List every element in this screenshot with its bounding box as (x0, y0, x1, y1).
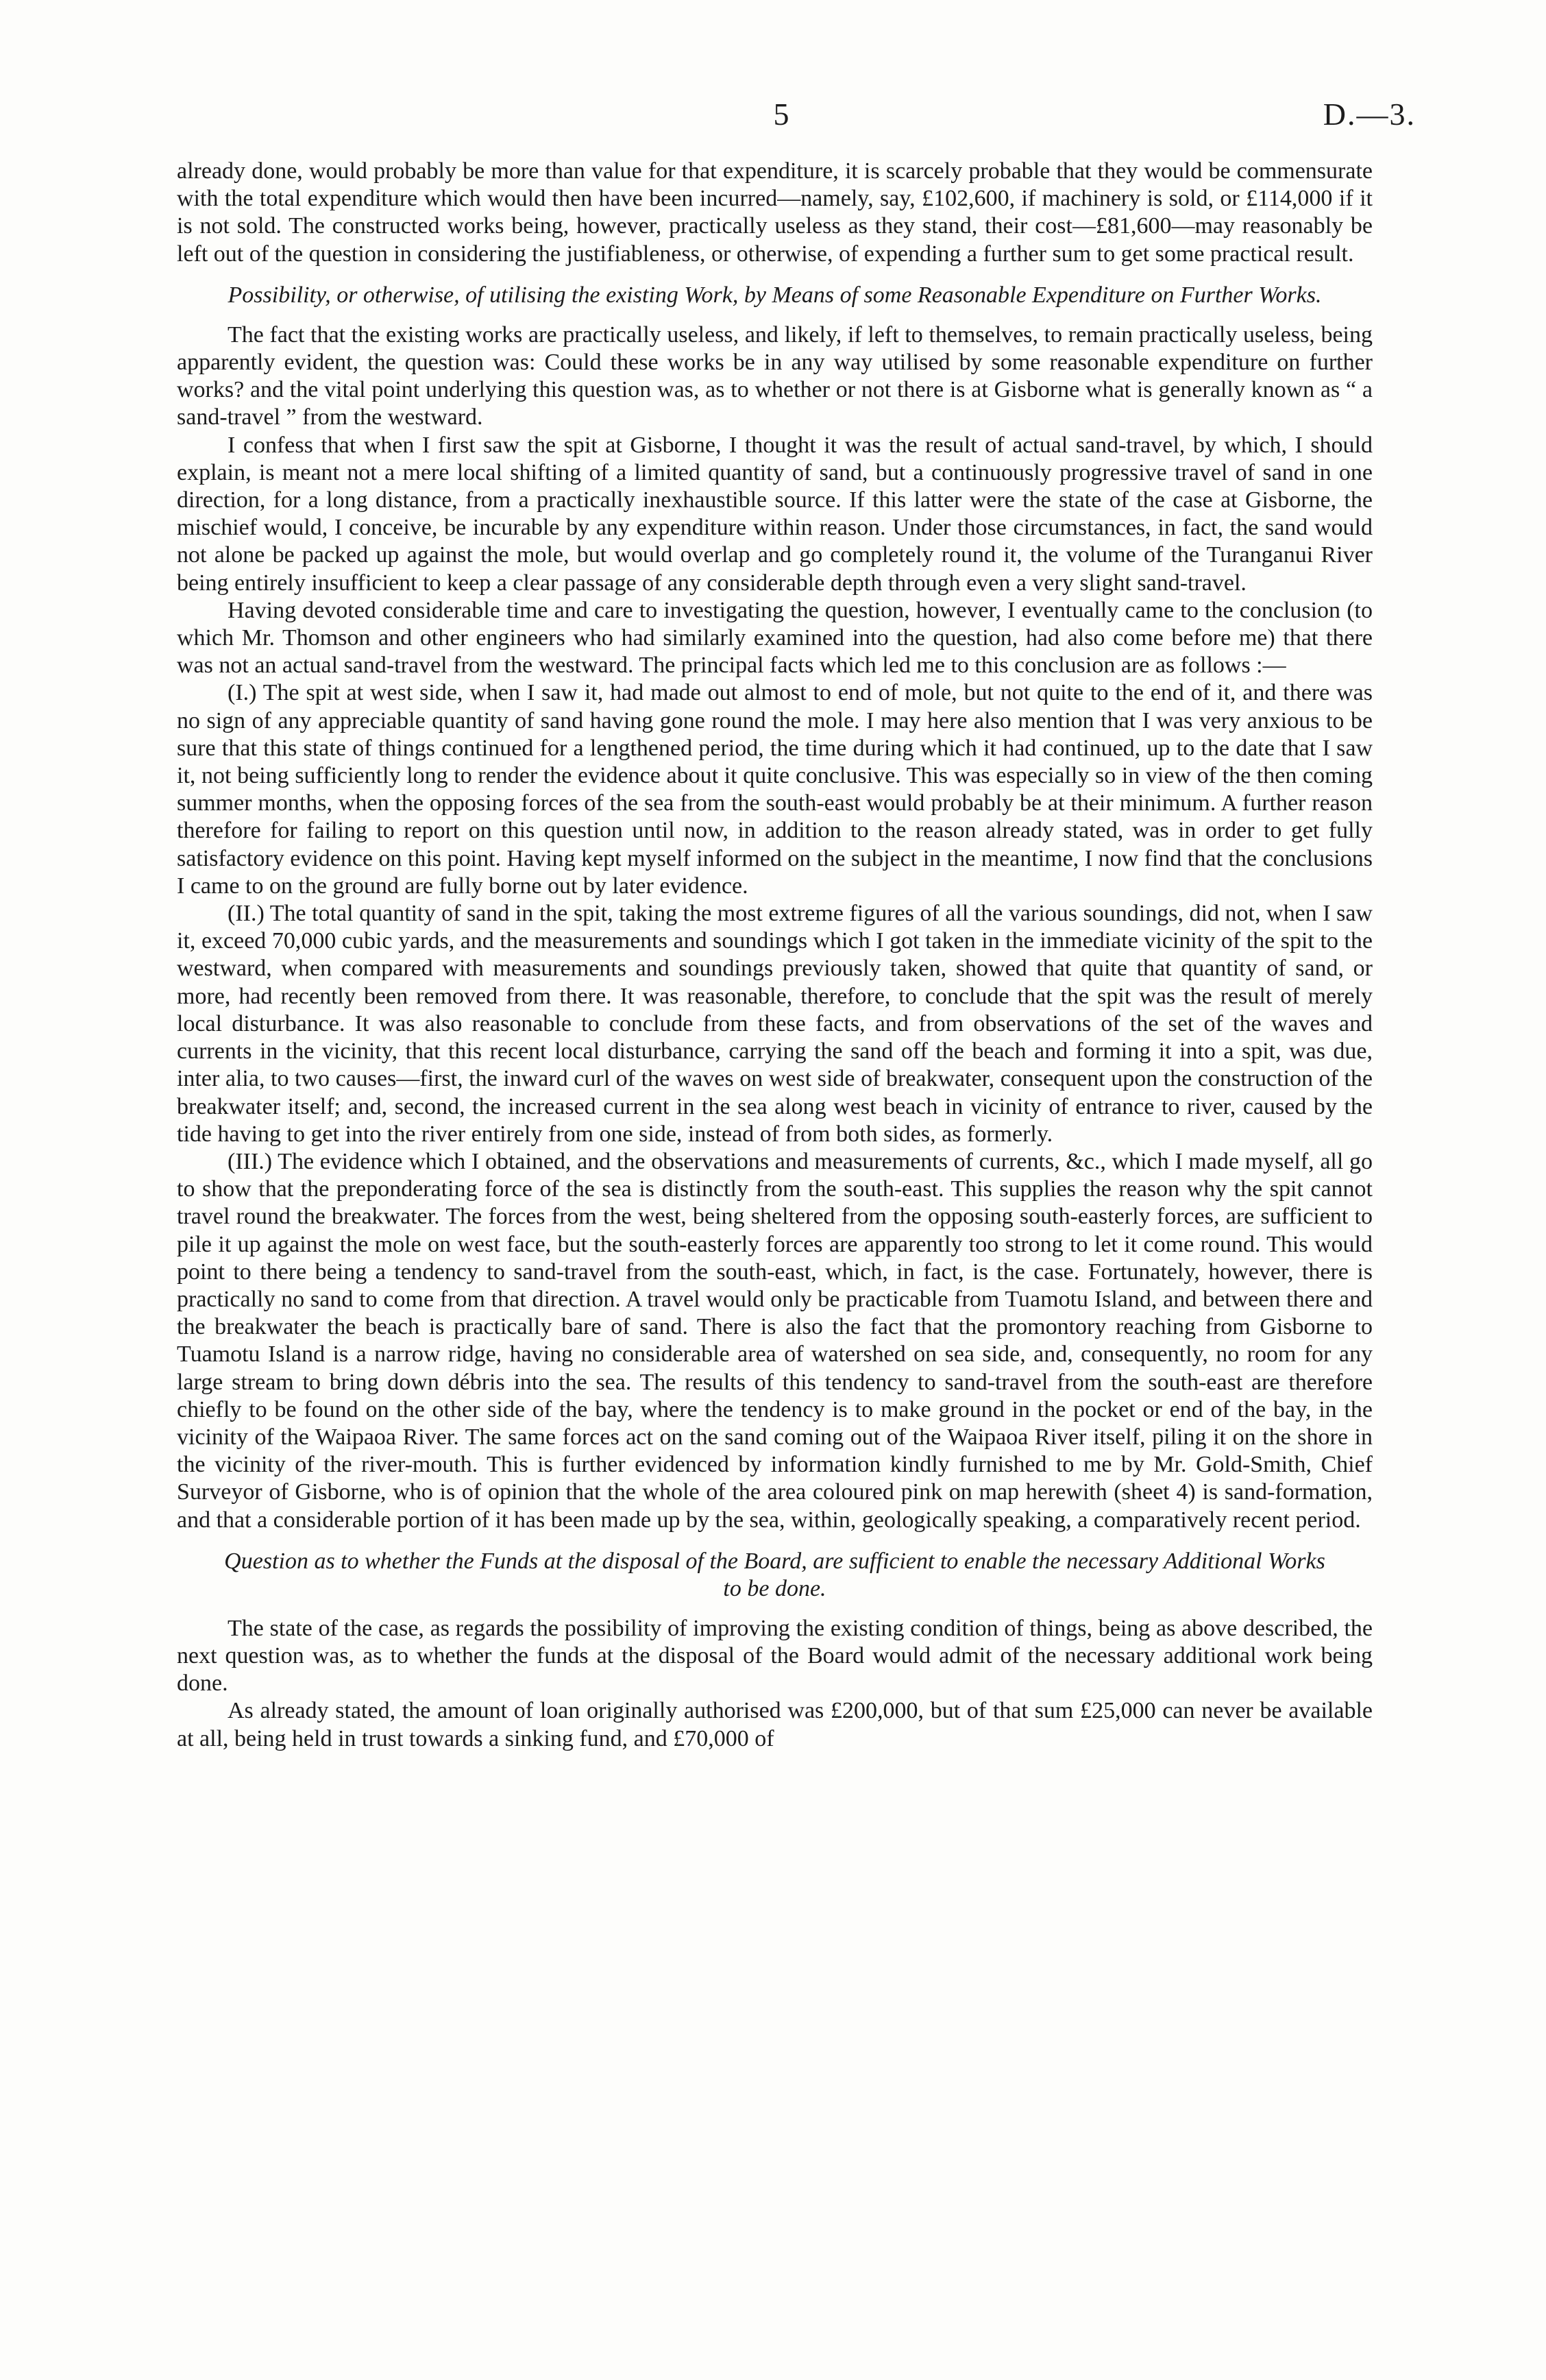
paragraph-point-one: (I.) The spit at west side, when I saw it, had made out almost to end of mole, but not quite to the end of it, and there was no sign of any appreciable quantity of sand having gone round the mole. I may here also mention that I was very anxious to be sure that this state of things continued for a lengthened period, the time during which it had continued, up to the date that I saw it, not being sufficiently long to render the evidence about it quite conclusive. This was especially so in view of the then coming summer months, when the opposing forces of the sea from the south-east would probably be at their minimum. A further reason therefore for failing to report on this question until now, in addition to the reason already stated, was in order to get fully satisfactory evidence on this point. Having kept myself informed on the subject in the meantime, I now find that the conclusions I came to on the ground are fully borne out by later evidence. (177, 680, 1373, 899)
body-text (177, 158, 1373, 1753)
paragraph-point-three: (III.) The evidence which I obtained, and the observations and measurements of currents, &c., which I made myself, all go to show that the preponderating force of the sea is distinctly from the south-east. This supplies the reason why the spit cannot travel round the breakwater. The forces from the west, being sheltered from the opposing south-easterly forces, are sufficient to pile it up against the mole on west face, but the south-easterly forces are apparently too strong to let it come round. This would point to there being a tendency to sand-travel from the south-east, which, in fact, is the case. Fortunately, however, there is practically no sand to come from that direction. A travel would only be practicable from Tuamotu Island, and between there and the breakwater the beach is practically bare of sand. There is also the fact that the promontory reaching from Gisborne to Tuamotu Island is a narrow ridge, having no considerable area of watershed on sea side, and, consequently, no room for any large stream to bring down débris into the sea. The results of this tendency to sand-travel from the south-east are therefore chiefly to be found on the other side of the bay, where the tendency is to make ground in the pocket or end of the bay, in the vicinity of the Waipaoa River. The same forces act on the sand coming out of the Waipaoa River itself, piling it on the shore in the vicinity of the river-mouth. This is further evidenced by information kindly furnished to me by Mr. Gold-Smith, Chief Surveyor of Gisborne, who is of opinion that the whole of the area coloured pink on map herewith (sheet 4) is sand-formation, and that a considerable portion of it has been made up by the sea, within, geologically speaking, a comparatively recent period. (177, 1148, 1373, 1533)
paragraph: Having devoted considerable time and care to investigating the question, however, I eventually came to the conclusion (to which Mr. Thomson and other engineers who had similarly examined into the question, had also come before me) that there was not an actual sand-travel from the westward. The principal facts which led me to this conclusion are as follows :— (177, 597, 1373, 679)
page-header (0, 96, 1546, 137)
section-heading-utilising-works: Possibility, or otherwise, of utilising the existing Work, by Means of some Reasonable Expenditure on Further Works. (228, 282, 1322, 308)
section-heading-funds: Question as to whether the Funds at the disposal of the Board, are sufficient to enable the necessary Additional Works to be done. (224, 1548, 1325, 1601)
paragraph: The fact that the existing works are practically useless, and likely, if left to themselves, to remain practically useless, being apparently evident, the question was: Could these works be in any way utilised by some reasonable expenditure on further works? and the vital point underlying this question was, as to whether or not there is at Gisborne what is generally known as “ a sand-travel ” from the westward. (177, 321, 1373, 430)
paragraph: I confess that when I first saw the spit at Gisborne, I thought it was the result of actual sand-travel, by which, I should explain, is meant not a mere local shifting of a limited quantity of sand, but a continuously progressive travel of sand in one direction, for a long distance, from a practically inexhaustible source. If this latter were the state of the case at Gisborne, the mischief would, I conceive, be incurable by any expenditure within reason. Under those circumstances, in fact, the sand would not alone be packed up against the mole, but would overlap and go completely round it, the volume of the Turanganui River being entirely insufficient to keep a clear passage of any considerable depth through even a very slight sand-travel. (177, 432, 1373, 596)
paragraph: The state of the case, as regards the possibility of improving the existing condition of things, being as above described, the next question was, as to whether the funds at the disposal of the Board would admit of the necessary additional work being done. (177, 1615, 1373, 1697)
paragraph-point-two: (II.) The total quantity of sand in the spit, taking the most extreme figures of all the various soundings, did not, when I saw it, exceed 70,000 cubic yards, and the measurements and soundings which I got taken in the immediate vicinity of the spit to the westward, when compared with measurements and soundings previously taken, showed that quite that quantity of sand, or more, had recently been removed from there. It was reasonable, therefore, to conclude that the spit was the result of merely local disturbance. It was also reasonable to conclude from these facts, and from observations of the set of the waves and currents in the vicinity, that this recent local disturbance, carrying the sand off the beach and forming it into a spit, was due, inter alia, to two causes—first, the inward curl of the waves on west side of breakwater, consequent upon the construction of the breakwater itself; and, second, the increased current in the sea along west beach in vicinity of entrance to river, caused by the tide having to get into the river entirely from one side, instead of from both sides, as formerly. (177, 901, 1373, 1147)
page-number: 5 (773, 97, 789, 132)
paragraph-continuation: already done, would probably be more than value for that expenditure, it is scarcely probable that they would be commensurate with the total expenditure which would then have been incurred—namely, say, £102,600, if machinery is sold, or £114,000 if it is not sold. The constructed works being, however, practically useless as they stand, their cost—£81,600—may reasonably be left out of the question in considering the justifiableness, or otherwise, of expending a further sum to get some practical result. (177, 158, 1373, 267)
paragraph: As already stated, the amount of loan originally authorised was £200,000, but of that sum £25,000 can never be available at all, being held in trust towards a sinking fund, and £70,000 of (177, 1698, 1373, 1751)
document-reference: D.—3. (1323, 97, 1416, 132)
